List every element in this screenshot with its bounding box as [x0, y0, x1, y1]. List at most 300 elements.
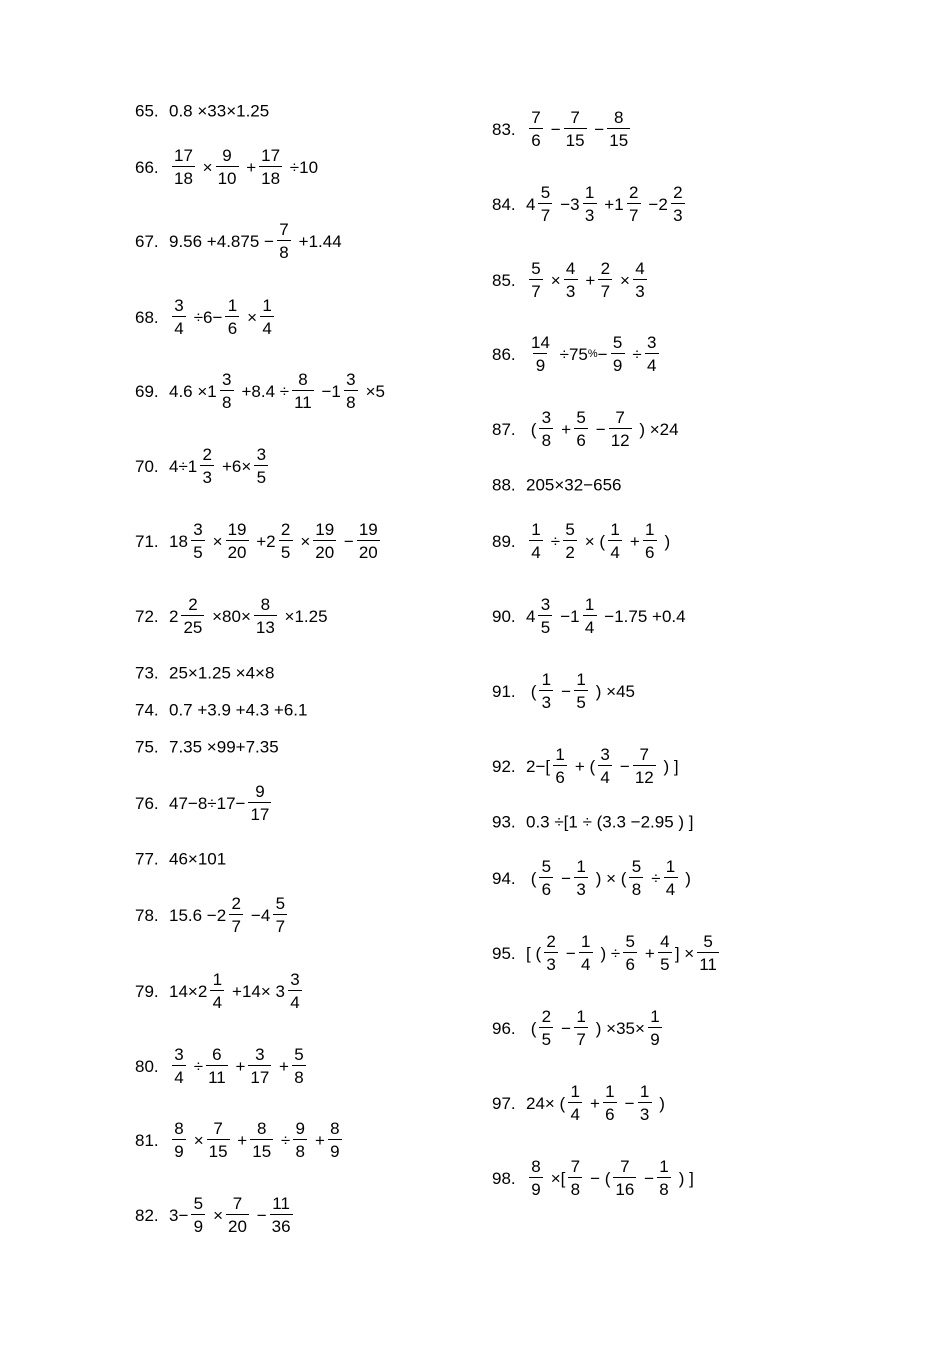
expression-text: × ( [580, 531, 606, 551]
expression-text: 2−[ [526, 756, 551, 776]
problem-97 [492, 1083, 665, 1123]
expression-text: + [585, 1093, 600, 1113]
fraction-denominator: 8 [629, 877, 643, 898]
expression-text: − [251, 1205, 267, 1225]
expression-text: ) ] [674, 1168, 694, 1188]
fraction-numerator: 1 [665, 857, 676, 876]
fraction-numerator: 1 [576, 670, 586, 689]
expression-text: +2 [251, 531, 276, 551]
problem-number: 77. [135, 849, 159, 869]
problem-85 [492, 260, 650, 300]
fraction-denominator: 6 [529, 128, 543, 149]
fraction [574, 671, 588, 711]
problem-number: 72. [135, 606, 159, 626]
fraction-numerator: 7 [531, 108, 541, 127]
fraction [579, 933, 593, 973]
expression-text: 7.35 ×99+7.35 [169, 737, 279, 757]
fraction-denominator: 3 [671, 203, 685, 224]
fraction-denominator: 9 [328, 1139, 342, 1160]
expression-text: × [546, 270, 561, 290]
fraction-denominator: 7 [529, 279, 543, 300]
problem-number: 94. [492, 868, 516, 888]
expression-text: 4 [526, 194, 536, 214]
fraction-numerator: 7 [570, 1157, 581, 1176]
fraction-numerator: 5 [541, 857, 552, 876]
fraction [645, 334, 659, 374]
problem-92 [492, 746, 679, 786]
fraction [270, 1195, 293, 1235]
expression-text: 3− [169, 1205, 189, 1225]
problem-number: 84. [492, 194, 516, 214]
fraction-denominator: 25 [181, 615, 204, 636]
fraction-numerator: 6 [212, 1045, 222, 1064]
expression-text: + [556, 419, 572, 439]
expression-text: ( [526, 681, 537, 701]
fraction-numerator: 17 [174, 146, 193, 165]
problem-93 [492, 814, 694, 831]
expression-text: −2 [643, 194, 668, 214]
expression-text: ) ÷ [595, 943, 621, 963]
fraction-denominator: 4 [598, 765, 612, 786]
fraction-denominator: 6 [553, 765, 567, 786]
fraction-denominator: 9 [533, 353, 547, 374]
fraction-denominator: 5 [538, 615, 552, 636]
fraction [638, 1083, 652, 1123]
expression-text: 0.7 +3.9 +4.3 +6.1 [169, 700, 308, 720]
fraction-numerator: 3 [255, 1045, 265, 1064]
problem-65 [135, 103, 269, 120]
fraction-denominator: 2 [563, 540, 577, 561]
fraction-numerator: 1 [584, 595, 595, 614]
problem-84 [492, 184, 688, 224]
expression-text: − [546, 119, 561, 139]
expression-text: ( [526, 868, 537, 888]
fraction [697, 933, 719, 973]
expression-text: × [295, 531, 311, 551]
problem-74 [135, 702, 307, 719]
fraction-numerator: 8 [298, 370, 308, 389]
fraction-denominator: 4 [260, 316, 274, 337]
fraction [250, 1120, 273, 1160]
fraction [598, 746, 612, 786]
fraction [648, 1008, 662, 1048]
fraction-denominator: 15 [207, 1139, 230, 1160]
problem-81 [135, 1120, 345, 1160]
fraction [292, 371, 314, 411]
fraction-numerator: 17 [261, 146, 281, 165]
fraction [288, 971, 302, 1011]
fraction-denominator: 11 [697, 952, 719, 973]
fraction-numerator: 3 [174, 296, 184, 315]
problem-number: 75. [135, 737, 159, 757]
fraction-denominator: 13 [254, 615, 277, 636]
fraction-denominator: 5 [254, 465, 268, 486]
fraction-numerator: 2 [188, 595, 198, 614]
fraction [544, 933, 558, 973]
expression-text: ) [680, 868, 691, 888]
expression-text: + [310, 1130, 325, 1150]
expression-text: 4.6 ×1 [169, 381, 217, 401]
problem-91 [492, 671, 635, 711]
problem-88 [492, 477, 622, 494]
problem-number: 92. [492, 756, 516, 776]
fraction [254, 446, 268, 486]
expression-text: 25×1.25 ×4×8 [169, 663, 275, 683]
fraction-denominator: 3 [539, 690, 553, 711]
fraction-numerator: 3 [540, 595, 551, 614]
fraction-denominator: 9 [611, 353, 625, 374]
expression-text: ×5 [360, 381, 385, 401]
problem-number: 97. [492, 1093, 516, 1113]
expression-text: ÷ [627, 344, 642, 364]
fraction-numerator: 3 [174, 1045, 184, 1064]
expression-text: 47−8÷17− [169, 793, 246, 813]
expression-text: − [556, 681, 572, 701]
fraction-denominator: 6 [574, 428, 588, 449]
fraction [539, 671, 553, 711]
problem-79 [135, 971, 305, 1011]
problem-89 [492, 521, 670, 561]
problem-number: 71. [135, 531, 159, 551]
fraction-denominator: 4 [172, 1065, 186, 1086]
fraction-denominator: 11 [206, 1065, 228, 1086]
fraction [568, 1083, 582, 1123]
fraction [657, 1158, 671, 1198]
problem-number: 66. [135, 157, 159, 177]
problem-number: 95. [492, 943, 516, 963]
problem-71 [135, 521, 383, 561]
expression-text: ) [654, 1093, 665, 1113]
problem-70 [135, 446, 271, 486]
fraction-denominator: 7 [229, 914, 243, 935]
fraction-denominator: 4 [568, 1102, 582, 1123]
expression-text: ÷ [189, 1056, 204, 1076]
fraction-numerator: 19 [358, 520, 378, 539]
fraction [254, 596, 277, 636]
expression-text: ) [659, 531, 671, 551]
fraction [229, 895, 243, 935]
fraction-denominator: 4 [288, 990, 302, 1011]
fraction-numerator: 5 [540, 183, 551, 202]
fraction-denominator: 5 [539, 1027, 553, 1048]
fraction-denominator: 5 [279, 540, 293, 561]
problem-number: 93. [492, 812, 516, 832]
fraction [248, 1046, 271, 1086]
expression-text: + ( [570, 756, 596, 776]
fraction [598, 260, 612, 300]
fraction [220, 371, 234, 411]
expression-text: − [556, 868, 572, 888]
expression-text: − ( [585, 1168, 611, 1188]
fraction-numerator: 2 [673, 183, 683, 202]
fraction-numerator: 9 [255, 782, 265, 801]
problem-number: 87. [492, 419, 516, 439]
fraction [172, 1046, 186, 1086]
problem-number: 65. [135, 101, 159, 121]
fraction [564, 109, 587, 149]
fraction-numerator: 8 [330, 1119, 340, 1138]
fraction-denominator: 4 [579, 952, 593, 973]
fraction [658, 933, 672, 973]
fraction-denominator: 6 [623, 952, 637, 973]
fraction [293, 1120, 307, 1160]
fraction [608, 521, 622, 561]
fraction-numerator: 7 [213, 1119, 223, 1138]
fraction [611, 334, 625, 374]
fraction-numerator: 1 [570, 1082, 580, 1101]
expression-text: −3 [555, 194, 580, 214]
fraction [225, 297, 239, 337]
fraction [226, 1195, 249, 1235]
expression-text: ÷ [646, 868, 661, 888]
expression-text: ×[ [546, 1168, 566, 1188]
fraction [671, 184, 685, 224]
fraction-denominator: 3 [574, 877, 588, 898]
expression-text: − [339, 531, 354, 551]
fraction-denominator: 15 [564, 128, 587, 149]
fraction-numerator: 1 [610, 520, 620, 539]
fraction-numerator: 1 [531, 520, 541, 539]
fraction-numerator: 9 [295, 1119, 305, 1138]
fraction [583, 184, 597, 224]
expression-text: ×80× [207, 606, 251, 626]
fraction-numerator: 7 [279, 220, 289, 239]
expression-text: 4÷1 [169, 456, 198, 476]
fraction [574, 1008, 588, 1048]
fraction [181, 596, 204, 636]
fraction [574, 858, 588, 898]
expression-text: × [615, 270, 630, 290]
fraction-numerator: 5 [576, 408, 586, 427]
fraction-denominator: 10 [216, 166, 239, 187]
expression-text: ) ×35× [591, 1018, 645, 1038]
fraction-numerator: 8 [256, 1119, 267, 1138]
fraction-denominator: 4 [645, 353, 659, 374]
fraction-numerator: 5 [625, 932, 635, 951]
expression-text: ÷ [276, 1130, 291, 1150]
problem-69 [135, 371, 385, 411]
fraction-denominator: 15 [607, 128, 630, 149]
fraction [172, 297, 186, 337]
problem-82 [135, 1195, 296, 1235]
fraction [200, 446, 214, 486]
fraction-denominator: 4 [210, 990, 224, 1011]
problem-number: 69. [135, 381, 159, 401]
fraction-numerator: 3 [290, 970, 300, 989]
fraction [539, 858, 553, 898]
problem-67 [135, 221, 342, 261]
fraction [529, 109, 543, 149]
fraction-denominator: 17 [248, 802, 271, 823]
fraction [277, 221, 291, 261]
expression-text: − [591, 419, 606, 439]
fraction-numerator: 3 [222, 370, 232, 389]
fraction-denominator: 15 [250, 1139, 273, 1160]
fraction [538, 596, 552, 636]
fraction-denominator: 4 [608, 540, 622, 561]
expression-text: [ ( [526, 943, 542, 963]
problem-number: 82. [135, 1205, 159, 1225]
fraction-numerator: 1 [555, 745, 565, 764]
fraction-denominator: 20 [226, 540, 249, 561]
fraction-denominator: 8 [344, 390, 358, 411]
fraction [563, 521, 577, 561]
problem-66 [135, 147, 318, 187]
expression-text: × [208, 1205, 224, 1225]
fraction [357, 521, 380, 561]
fraction-denominator: 7 [273, 914, 287, 935]
problem-96 [492, 1008, 665, 1048]
expression-text: 0.8 ×33×1.25 [169, 101, 270, 121]
fraction [529, 1158, 543, 1198]
fraction-denominator: 6 [643, 540, 657, 561]
fraction-denominator: 16 [613, 1177, 636, 1198]
fraction [539, 1008, 553, 1048]
expression-text: − [615, 756, 630, 776]
fraction [273, 895, 287, 935]
expression-text: 14×2 [169, 981, 208, 1001]
fraction [607, 109, 630, 149]
fraction-numerator: 5 [531, 259, 541, 278]
expression-text: ÷10 [285, 157, 319, 177]
expression-text: × [242, 307, 258, 327]
fraction [603, 1083, 617, 1123]
fraction [191, 521, 205, 561]
fraction [613, 1158, 636, 1198]
fraction-numerator: 5 [565, 520, 575, 539]
problem-80 [135, 1046, 309, 1086]
problem-73 [135, 665, 274, 682]
expression-text: 2 [169, 606, 179, 626]
problem-number: 83. [492, 119, 516, 139]
fraction-denominator: 5 [574, 690, 588, 711]
fraction-numerator: 1 [584, 183, 595, 202]
expression-text: + [232, 1130, 248, 1150]
problem-number: 89. [492, 531, 516, 551]
problem-83 [492, 109, 633, 149]
fraction-denominator: 3 [583, 203, 597, 224]
fraction-numerator: 11 [272, 1194, 290, 1213]
problem-98 [492, 1158, 694, 1198]
expression-text: ) ×45 [591, 681, 635, 701]
expression-text: 24× ( [526, 1093, 566, 1113]
fraction-numerator: 8 [613, 108, 624, 127]
fraction-numerator: 1 [581, 932, 591, 951]
expression-text: ×1.25 [279, 606, 328, 626]
fraction-numerator: 5 [193, 1194, 204, 1213]
problem-number: 96. [492, 1018, 516, 1038]
expression-text: ( [526, 1018, 537, 1038]
fraction [529, 260, 543, 300]
fraction-denominator: 8 [220, 390, 234, 411]
problem-number: 88. [492, 475, 516, 495]
fraction-numerator: 1 [212, 970, 223, 989]
fraction-numerator: 19 [315, 520, 335, 539]
fraction-numerator: 7 [570, 108, 580, 127]
expression-text: − [589, 119, 605, 139]
expression-text: +8.4 ÷ [236, 381, 290, 401]
fraction-numerator: 5 [703, 932, 713, 951]
fraction [643, 521, 657, 561]
fraction-numerator: 1 [541, 670, 552, 689]
fraction [574, 409, 588, 449]
fraction-numerator: 1 [650, 1007, 660, 1026]
problem-number: 70. [135, 456, 159, 476]
expression-text: + [230, 1056, 246, 1076]
fraction [313, 521, 336, 561]
fraction [172, 147, 195, 187]
problem-75 [135, 739, 279, 756]
fraction-denominator: 18 [172, 166, 195, 187]
problem-number: 90. [492, 606, 516, 626]
problem-number: 81. [135, 1130, 159, 1150]
fraction [292, 1046, 306, 1086]
fraction-numerator: 8 [531, 1157, 541, 1176]
fraction-numerator: 9 [222, 146, 232, 165]
problem-86 [492, 334, 662, 374]
expression-text: 15.6 −2 [169, 905, 227, 925]
expression-text: ÷6− [189, 307, 223, 327]
fraction [633, 746, 656, 786]
fraction [191, 1195, 205, 1235]
fraction-numerator: 19 [227, 520, 247, 539]
fraction-numerator: 3 [646, 333, 657, 352]
fraction-denominator: 9 [529, 1177, 543, 1198]
expression-text: × [189, 1130, 204, 1150]
fraction-denominator: 7 [574, 1027, 588, 1048]
fraction-numerator: 8 [260, 595, 271, 614]
problem-number: 78. [135, 905, 159, 925]
fraction-numerator: 3 [541, 408, 552, 427]
expression-text: −1 [316, 381, 341, 401]
problem-90 [492, 596, 686, 636]
expression-text: + [241, 157, 257, 177]
problem-94 [492, 858, 691, 898]
fraction-denominator: 8 [277, 240, 291, 261]
problem-number: 86. [492, 344, 516, 364]
fraction-denominator: 12 [633, 765, 656, 786]
fraction [260, 297, 274, 337]
fraction [539, 409, 553, 449]
fraction-numerator: 3 [346, 370, 356, 389]
fraction [623, 933, 637, 973]
fraction-denominator: 20 [313, 540, 336, 561]
expression-text: ) ×24 [634, 419, 679, 439]
fraction-numerator: 4 [635, 259, 645, 278]
fraction-numerator: 5 [294, 1045, 304, 1064]
fraction-numerator: 5 [631, 857, 642, 876]
problem-68 [135, 297, 277, 337]
problem-number: 79. [135, 981, 159, 1001]
fraction [568, 1158, 582, 1198]
fraction-denominator: 20 [226, 1214, 249, 1235]
problem-number: 73. [135, 663, 159, 683]
expression-text: +1 [599, 194, 624, 214]
fraction-denominator: 8 [568, 1177, 582, 1198]
expression-text: ) × ( [591, 868, 627, 888]
problem-number: 91. [492, 681, 516, 701]
fraction-numerator: 3 [256, 445, 267, 464]
expression-text: − [639, 1168, 654, 1188]
fraction [172, 1120, 186, 1160]
fraction-numerator: 2 [546, 932, 556, 951]
expression-text: ] × [674, 943, 695, 963]
problem-number: 67. [135, 231, 159, 251]
fraction-denominator: 8 [293, 1139, 307, 1160]
expression-text: 205×32−656 [526, 475, 622, 495]
expression-text: + [580, 270, 596, 290]
fraction [664, 858, 678, 898]
